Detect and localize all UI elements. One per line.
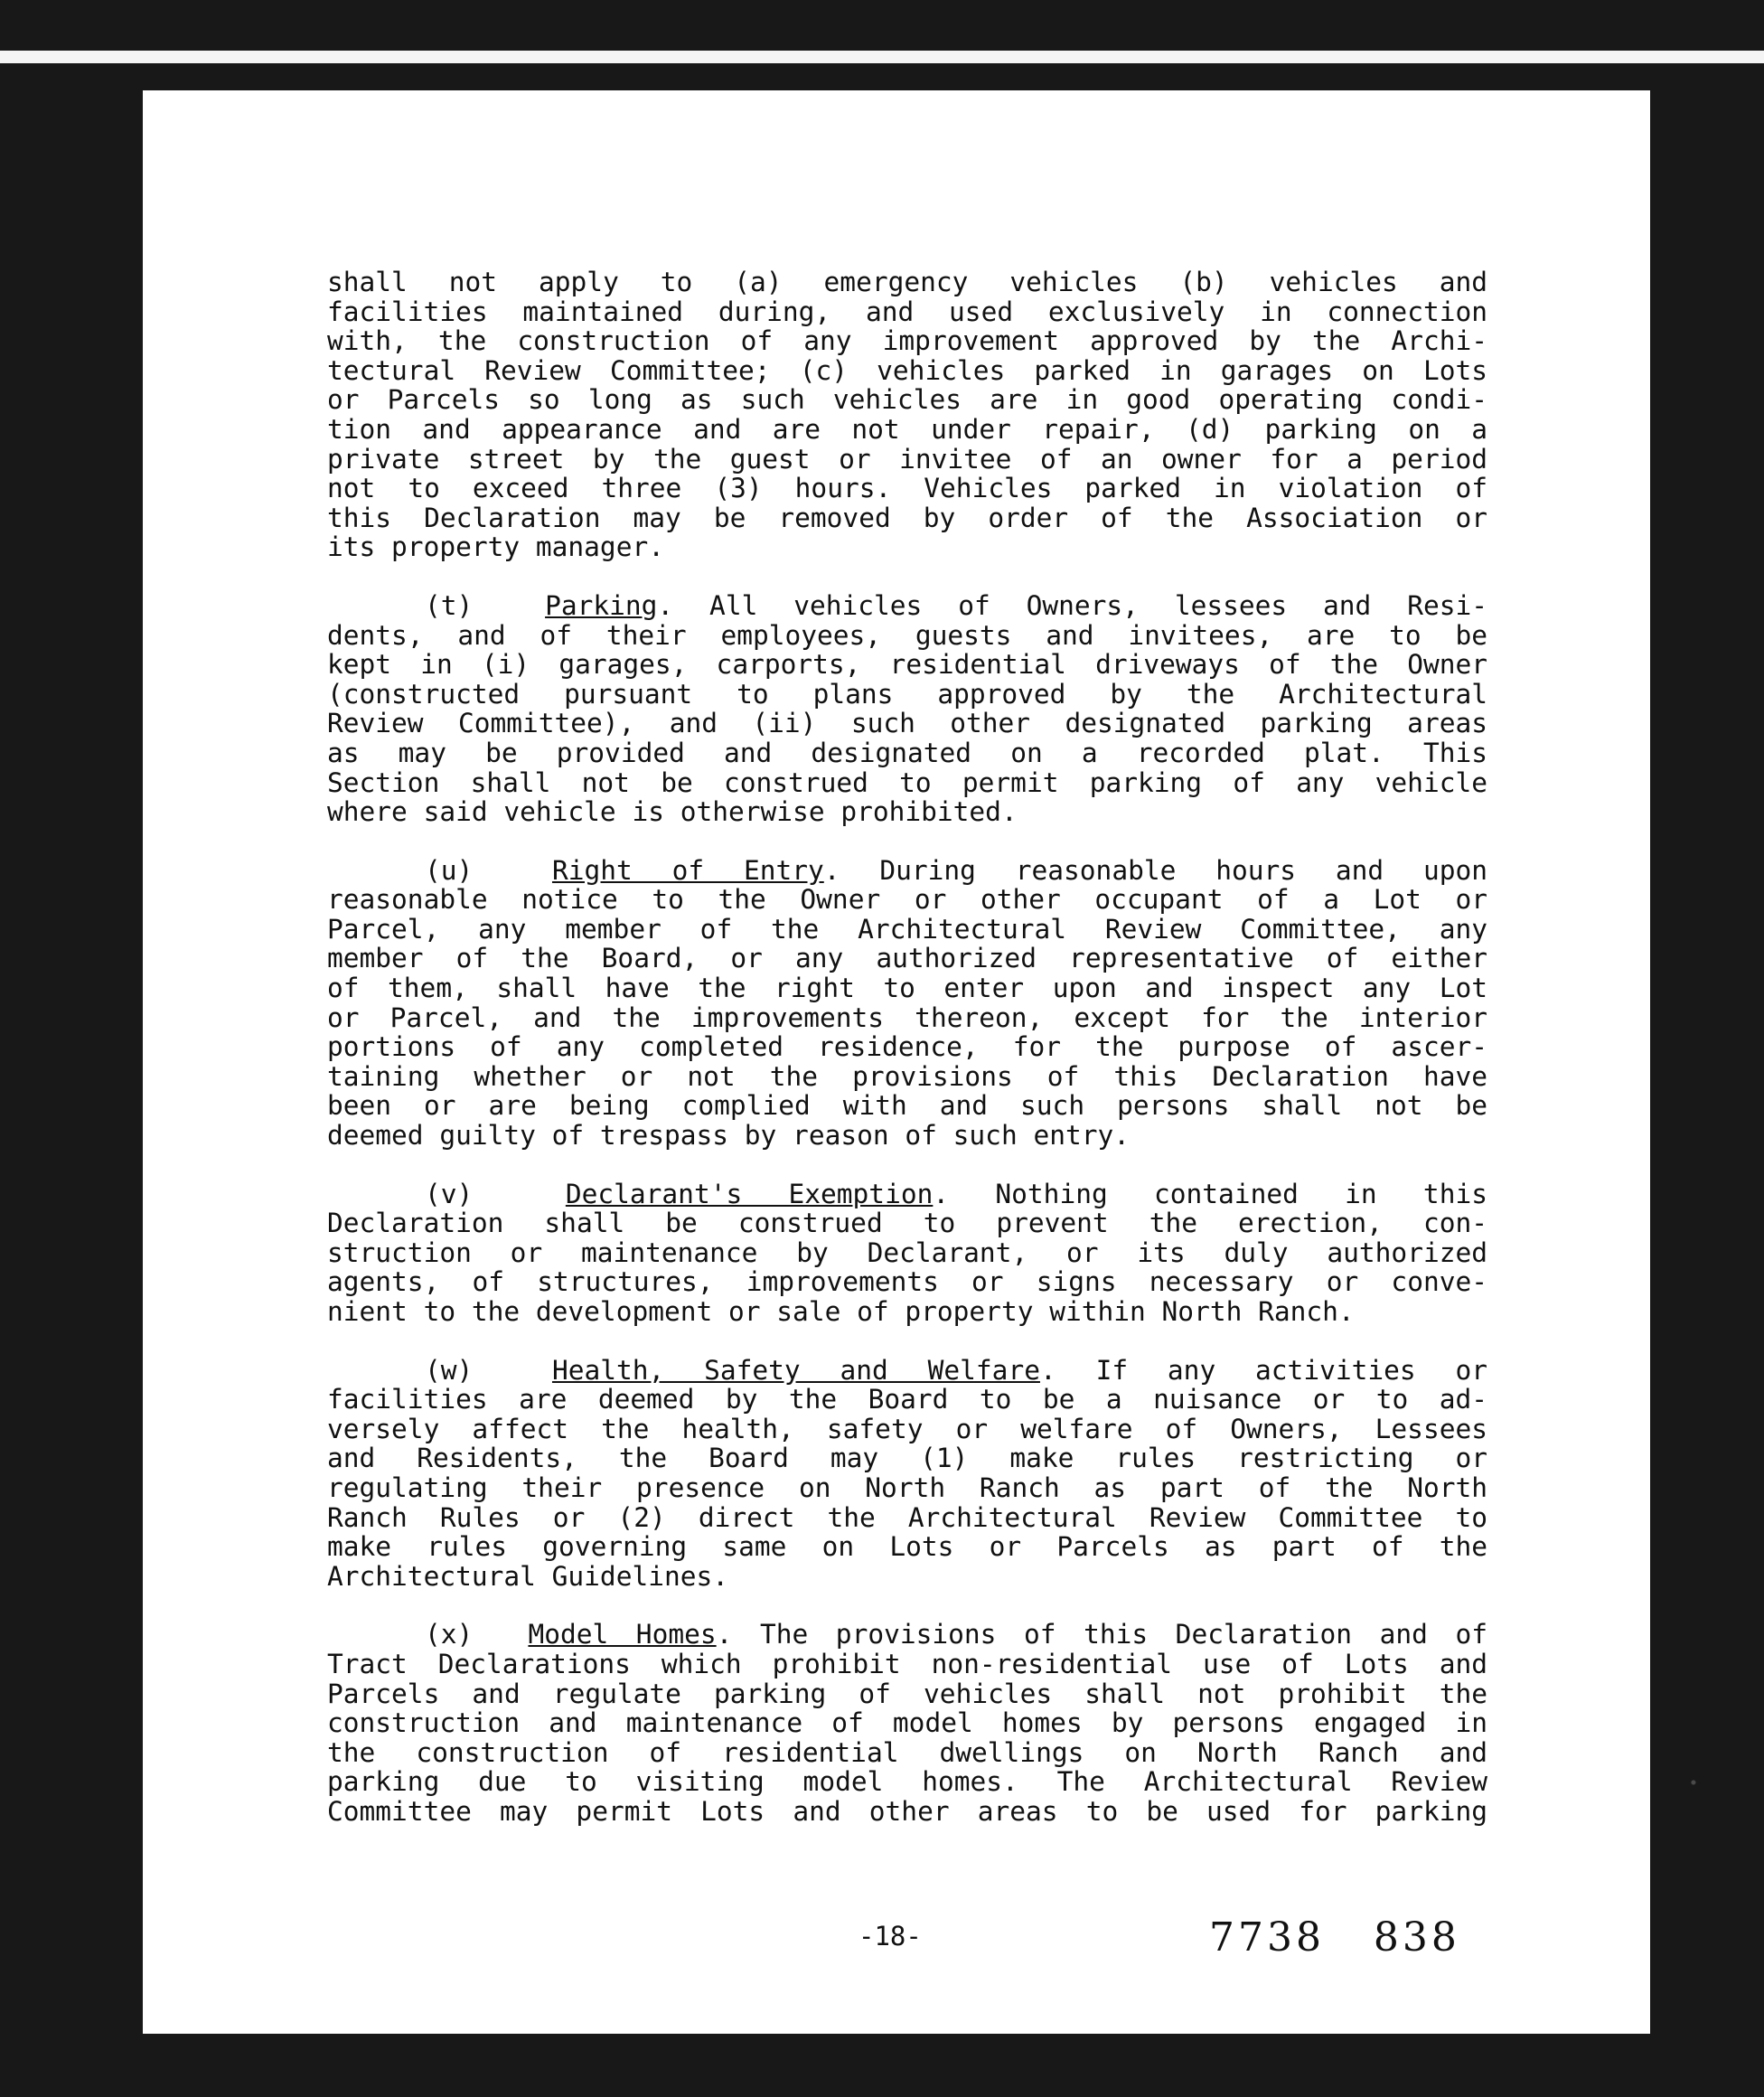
text-line: make rules governing same on Lots or Parcels as part of the [327, 1531, 1487, 1563]
paragraph-first-line [327, 1356, 1487, 1386]
text-line: nient to the development or sale of property within North Ranch. [327, 1296, 1355, 1327]
text-line: Review Committee), and (ii) such other designated parking areas [327, 708, 1487, 739]
text-line: Section shall not be construed to permit parking of any vehicle [327, 766, 1487, 798]
paragraph-marker: (v) [425, 1178, 474, 1209]
text-line: facilities maintained during, and used exclusively in connection [327, 296, 1487, 327]
paragraph-lead-text: . Nothing contained in this [933, 1178, 1487, 1209]
text-line: this Declaration may be removed by order of the Association or [327, 502, 1487, 533]
text-line: with, the construction of any improvement approved by the Archi- [327, 325, 1487, 357]
section-heading: Health, Safety and Welfare [551, 1354, 1040, 1386]
page-number: -18- [859, 1921, 922, 1951]
paragraph-u-right-of-entry [327, 856, 1487, 1151]
section-heading: Model Homes [528, 1619, 717, 1650]
paragraph-x-model-homes [327, 1620, 1487, 1826]
paragraph-marker: (t) [425, 589, 474, 621]
recording-number: 7738 838 [1209, 1914, 1460, 1961]
text-line: where said vehicle is otherwise prohibited. [327, 796, 1018, 828]
text-line: the construction of residential dwellings on North Ranch and [327, 1736, 1487, 1768]
paragraph-w-health-safety-welfare [327, 1356, 1487, 1592]
text-line: regulating their presence on North Ranch as part of the North [327, 1472, 1487, 1503]
paragraph-t-parking [327, 591, 1487, 827]
text-line: struction or maintenance by Declarant, or its duly authorized [327, 1237, 1487, 1268]
text-line: facilities are deemed by the Board to be a nuisance or to ad- [327, 1384, 1487, 1415]
paragraph-first-line [327, 1620, 1487, 1650]
text-line: taining whether or not the provisions of this Declaration have [327, 1060, 1487, 1092]
paragraph-lead-text: . If any activities or [1039, 1354, 1487, 1386]
paragraph-marker: (u) [425, 854, 474, 886]
text-line: (constructed pursuant to plans approved by the Architectural [327, 678, 1487, 710]
text-line: dents, and of their employees, guests and invitees, are to be [327, 619, 1487, 651]
text-line: deemed guilty of trespass by reason of such entry. [327, 1120, 1131, 1152]
text-line: or Parcel, and the improvements thereon, except for the interior [327, 1001, 1487, 1033]
text-line: as may be provided and designated on a recorded plat. This [327, 737, 1487, 768]
text-line: private street by the guest or invitee of an owner for a period [327, 443, 1487, 475]
paragraph-lead-text: . The provisions of this Declaration and of [716, 1619, 1487, 1650]
paragraph-first-line [327, 856, 1487, 886]
document-body [327, 268, 1487, 1856]
paragraph-marker: (x) [425, 1619, 474, 1650]
text-line: agents, of structures, improvements or signs necessary or conve- [327, 1266, 1487, 1298]
text-line: Declaration shall be construed to prevent the erection, con- [327, 1208, 1487, 1239]
paragraph-continuation [327, 268, 1487, 562]
text-line: not to exceed three (3) hours. Vehicles parked in violation of [327, 473, 1487, 504]
paragraph-lead-text: . During reasonable hours and upon [823, 854, 1487, 886]
text-line: been or are being complied with and such persons shall not be [327, 1090, 1487, 1122]
text-line: shall not apply to (a) emergency vehicles (b) vehicles and [327, 267, 1487, 297]
scan-edge-strip [0, 51, 1764, 63]
text-line: parking due to visiting model homes. The Architectural Review [327, 1766, 1487, 1798]
text-line: or Parcels so long as such vehicles are in good operating condi- [327, 384, 1487, 416]
text-line: Tract Declarations which prohibit non-residential use of Lots and [327, 1648, 1487, 1679]
paragraph-lead-text: . All vehicles of Owners, lessees and Resi- [657, 589, 1487, 621]
paragraph-marker: (w) [425, 1354, 474, 1386]
paragraph-first-line [327, 1180, 1487, 1209]
text-line: reasonable notice to the Owner or other occupant of a Lot or [327, 884, 1487, 916]
text-line: and Residents, the Board may (1) make rules restricting or [327, 1443, 1487, 1474]
text-line: Parcels and regulate parking of vehicles shall not prohibit the [327, 1678, 1487, 1709]
text-line: construction and maintenance of model homes by persons engaged in [327, 1707, 1487, 1739]
section-heading: Declarant's Exemption [565, 1178, 934, 1209]
text-line: member of the Board, or any authorized representative of either [327, 943, 1487, 974]
text-line: Architectural Guidelines. [327, 1560, 729, 1592]
text-line: Committee may permit Lots and other areas to be used for parking [327, 1795, 1487, 1827]
text-line: Ranch Rules or (2) direct the Architectural Review Committee to [327, 1501, 1487, 1533]
text-line: kept in (i) garages, carports, residential driveways of the Owner [327, 649, 1487, 681]
section-heading: Right of Entry [551, 854, 824, 886]
text-line: of them, shall have the right to enter upon and inspect any Lot [327, 973, 1487, 1004]
text-line: its property manager. [327, 531, 664, 563]
text-line: Parcel, any member of the Architectural Review Committee, any [327, 913, 1487, 945]
text-line: versely affect the health, safety or welfare of Owners, Lessees [327, 1413, 1487, 1444]
paragraph-first-line [327, 591, 1487, 621]
text-line: tectural Review Committee; (c) vehicles parked in garages on Lots [327, 354, 1487, 386]
text-line: tion and appearance and are not under repair, (d) parking on a [327, 413, 1487, 445]
section-heading: Parking [545, 589, 658, 621]
text-line: portions of any completed residence, for the purpose of ascer- [327, 1031, 1487, 1063]
paragraph-v-declarants-exemption [327, 1180, 1487, 1327]
